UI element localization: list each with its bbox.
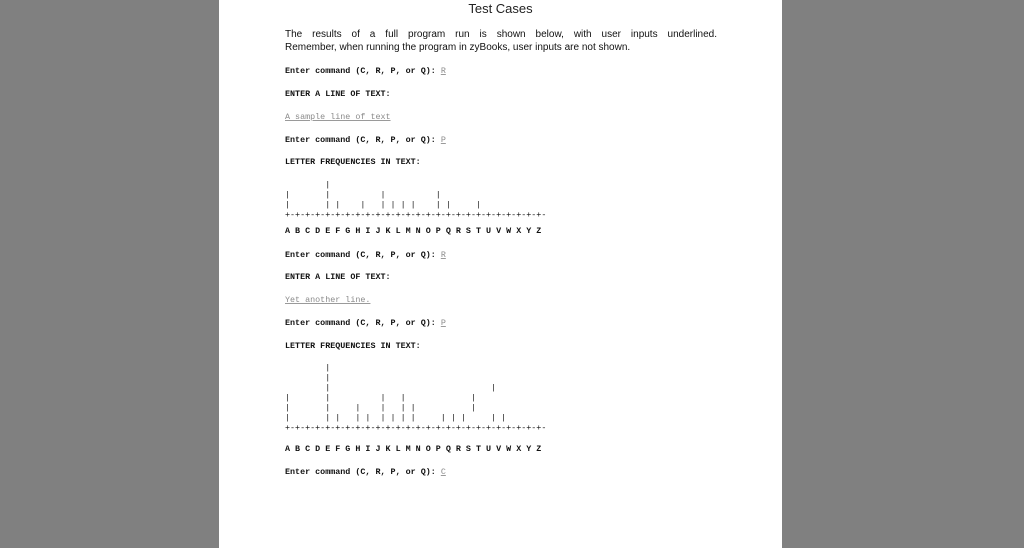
prompt-text: Enter command (C, R, P, or Q): (285, 135, 441, 145)
intro-line-2: Remember, when running the program in zyBooks, user inputs are not shown. (285, 41, 631, 53)
intro-text (285, 29, 717, 54)
user-input: C (440, 467, 446, 477)
command-prompt-3 (285, 250, 446, 260)
histogram-1: | | | | | | | | | | | | | | | | +-+-+-+-+-+-+-+-+-+-+-+-+-+-+-+-+-+-+-+-+-+-+-+-+-+- (285, 180, 547, 220)
histogram-letters-2: A B C D E F G H I J K L M N O P Q R S T U V W X Y Z (285, 444, 542, 454)
histogram-letters-1: A B C D E F G H I J K L M N O P Q R S T U V W X Y Z (285, 226, 542, 236)
command-prompt-4 (285, 318, 446, 328)
user-input: R (440, 66, 446, 76)
user-input: P (440, 318, 446, 328)
intro-line-1: The results of a full program run is shown below, with user inputs underlined. (285, 29, 717, 40)
text-input-line-2 (285, 295, 370, 305)
command-prompt-5 (285, 467, 446, 477)
user-input: A sample line of text (285, 112, 391, 122)
histogram-2: | | | | | | | | | | | | | | | | | | | | | | | | | | | | | | +-+-+-+-+-+-+-+-+-+-+-+-+-+-+-+-+-+-+-+-+-+-+-+-+-+- (285, 363, 547, 433)
prompt-text: Enter command (C, R, P, or Q): (285, 318, 441, 328)
prompt-text: Enter command (C, R, P, or Q): (285, 467, 441, 477)
enter-line-label-2: ENTER A LINE OF TEXT: (285, 272, 391, 282)
prompt-text: Enter command (C, R, P, or Q): (285, 66, 441, 76)
document-page (219, 0, 782, 548)
text-input-line-1 (285, 112, 391, 122)
command-prompt-2 (285, 135, 446, 145)
page-title: Test Cases (468, 1, 533, 16)
user-input: Yet another line. (285, 295, 371, 305)
enter-line-label-1: ENTER A LINE OF TEXT: (285, 89, 391, 99)
user-input: P (440, 135, 446, 145)
user-input: R (440, 250, 446, 260)
command-prompt-1 (285, 66, 446, 76)
frequency-label-1: LETTER FREQUENCIES IN TEXT: (285, 157, 421, 167)
frequency-label-2: LETTER FREQUENCIES IN TEXT: (285, 341, 421, 351)
prompt-text: Enter command (C, R, P, or Q): (285, 250, 441, 260)
